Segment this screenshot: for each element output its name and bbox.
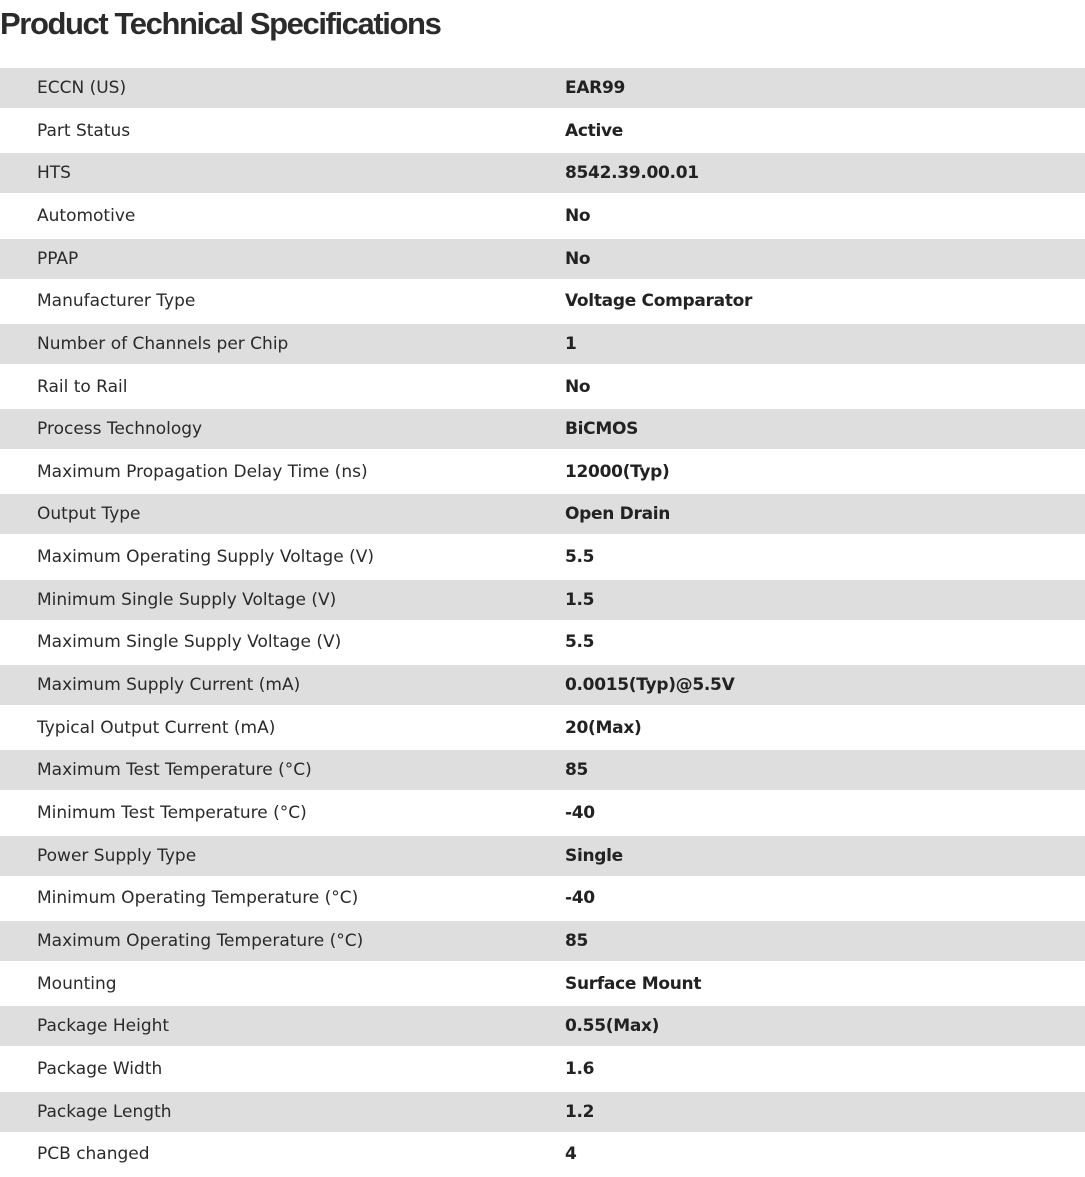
spec-label: Maximum Propagation Delay Time (ns)	[37, 461, 368, 482]
spec-label: Mounting	[37, 973, 117, 994]
spec-label: PCB changed	[37, 1144, 150, 1165]
spec-value: 20(Max)	[565, 717, 642, 738]
spec-label: Maximum Operating Supply Voltage (V)	[37, 547, 374, 568]
spec-value: Active	[565, 120, 623, 141]
spec-label: ECCN (US)	[37, 78, 127, 98]
spec-value: Open Drain	[565, 504, 671, 525]
spec-value: 85	[565, 760, 589, 781]
spec-value: 5.5	[565, 547, 595, 568]
spec-value: 8542.39.00.01	[565, 163, 699, 184]
spec-row-max-test-temperature	[0, 750, 1085, 790]
spec-label: Minimum Single Supply Voltage (V)	[37, 589, 337, 610]
spec-value: No	[565, 376, 591, 397]
spec-row-min-operating-temperature	[0, 876, 1085, 921]
spec-label: Package Length	[37, 1101, 172, 1122]
spec-row-hts	[0, 153, 1085, 193]
spec-row-part-status	[0, 108, 1085, 153]
spec-value: 85	[565, 930, 589, 951]
spec-row-package-height	[0, 1006, 1085, 1046]
spec-row-max-supply-current	[0, 665, 1085, 705]
spec-label: Process Technology	[37, 419, 203, 440]
spec-row-max-operating-supply-voltage	[0, 534, 1085, 579]
spec-row-propagation-delay	[0, 449, 1085, 494]
spec-label: Minimum Operating Temperature (°C)	[37, 888, 359, 909]
spec-value: No	[565, 248, 591, 269]
spec-row-mounting	[0, 961, 1085, 1006]
spec-label: Maximum Single Supply Voltage (V)	[37, 632, 342, 653]
spec-value: 5.5	[565, 632, 595, 653]
spec-label: Typical Output Current (mA)	[37, 717, 276, 738]
spec-row-manufacturer-type	[0, 279, 1085, 324]
spec-value: 0.0015(Typ)@5.5V	[565, 675, 735, 696]
spec-value: Voltage Comparator	[565, 291, 753, 312]
spec-row-min-test-temperature	[0, 790, 1085, 835]
spec-label: Maximum Operating Temperature (°C)	[37, 930, 364, 951]
spec-row-process-technology	[0, 409, 1085, 449]
spec-row-max-single-supply-voltage	[0, 620, 1085, 665]
spec-label: Power Supply Type	[37, 845, 197, 866]
spec-label: Minimum Test Temperature (°C)	[37, 803, 307, 824]
spec-label: Number of Channels per Chip	[37, 333, 289, 354]
spec-value: 1.6	[565, 1058, 595, 1079]
spec-row-channels	[0, 324, 1085, 364]
spec-row-max-operating-temperature	[0, 921, 1085, 961]
spec-value: BiCMOS	[565, 419, 639, 440]
spec-row-typical-output-current	[0, 705, 1085, 750]
spec-table	[0, 68, 1085, 1177]
spec-value: -40	[565, 888, 595, 909]
spec-row-rail-to-rail	[0, 364, 1085, 409]
spec-row-min-single-supply-voltage	[0, 580, 1085, 620]
page-title: Product Technical Specifications	[0, 6, 441, 41]
spec-value: Single	[565, 845, 623, 866]
spec-value: Surface Mount	[565, 973, 702, 994]
spec-label: Part Status	[37, 120, 131, 141]
spec-label: PPAP	[37, 248, 79, 269]
spec-row-power-supply-type	[0, 836, 1085, 876]
spec-label: HTS	[37, 163, 71, 184]
spec-label: Output Type	[37, 504, 141, 525]
spec-value: 0.55(Max)	[565, 1016, 660, 1037]
spec-value: EAR99	[565, 78, 626, 98]
spec-row-automotive	[0, 193, 1085, 238]
spec-value: 1.5	[565, 589, 595, 610]
spec-value: 12000(Typ)	[565, 461, 670, 482]
spec-row-pcb-changed	[0, 1132, 1085, 1177]
spec-row-ppap	[0, 239, 1085, 279]
spec-value: 4	[565, 1144, 577, 1165]
spec-row-output-type	[0, 494, 1085, 534]
spec-label: Rail to Rail	[37, 376, 128, 397]
spec-label: Automotive	[37, 205, 136, 226]
spec-label: Maximum Test Temperature (°C)	[37, 760, 312, 781]
spec-label: Package Height	[37, 1016, 170, 1037]
spec-value: 1	[565, 333, 577, 354]
spec-value: -40	[565, 803, 595, 824]
spec-label: Maximum Supply Current (mA)	[37, 675, 301, 696]
spec-value: 1.2	[565, 1101, 595, 1122]
spec-row-eccn	[0, 68, 1085, 108]
spec-row-package-width	[0, 1046, 1085, 1091]
spec-value: No	[565, 205, 591, 226]
spec-row-package-length	[0, 1092, 1085, 1132]
spec-label: Manufacturer Type	[37, 291, 196, 312]
spec-label: Package Width	[37, 1058, 163, 1079]
